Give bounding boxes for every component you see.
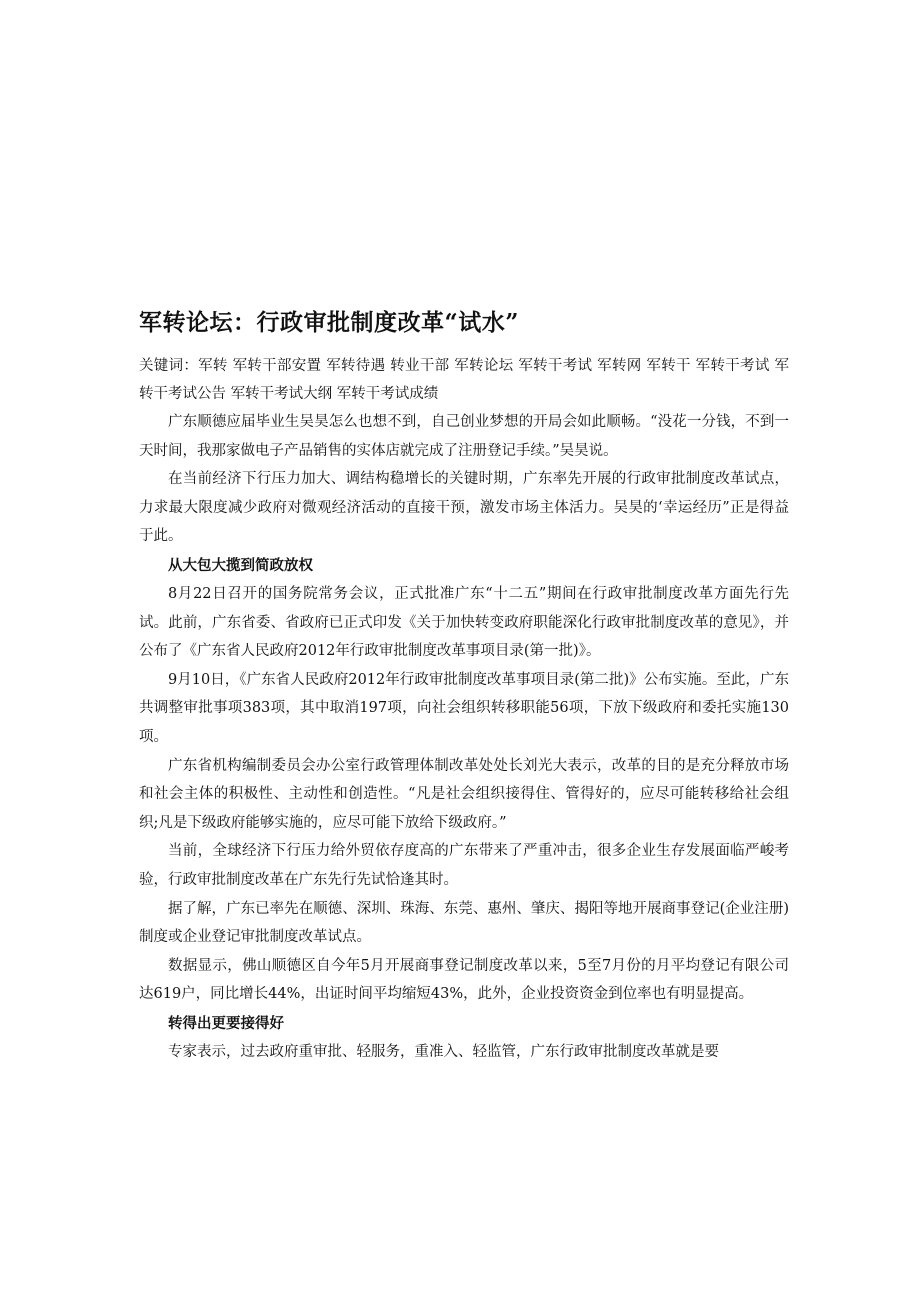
paragraph: 当前，全球经济下行压力给外贸依存度高的广东带来了严重冲击，很多企业生存发展面临严峻考验，行政审批制度改革在广东先行先试恰逢其时。 (139, 843, 789, 888)
document-page (139, 306, 789, 1066)
paragraph: 广东顺德应届毕业生吴昊怎么也想不到，自己创业梦想的开局会如此顺畅。“没花一分钱，不到一天时间，我那家做电子产品销售的实体店就完成了注册登记手续。”吴昊说。 (139, 414, 789, 459)
paragraph: 广东省机构编制委员会办公室行政管理体制改革处处长刘光大表示，改革的目的是充分释放市场和社会主体的积极性、主动性和创造性。“凡是社会组织接得住、管得好的，应尽可能转移给社会组织;凡是下级政府能够实施的，应尽可能下放给下级政府。” (139, 757, 789, 831)
paragraph: 专家表示，过去政府重审批、轻服务，重准入、轻监管，广东行政审批制度改革就是要 (168, 1043, 719, 1060)
keywords-line: 关键词：军转 军转干部安置 军转待遇 转业干部 军转论坛 军转干考试 军转网 军转干 军转干考试 军转干考试公告 军转干考试大纲 军转干考试成绩 (139, 358, 789, 402)
paragraph: 8月22日召开的国务院常务会议，正式批准广东“十二五”期间在行政审批制度改革方面先行先试。此前，广东省委、省政府已正式印发《关于加快转变政府职能深化行政审批制度改革的意见》，并公布了《广东省人民政府2012年行政审批制度改革事项目录(第一批)》。 (139, 585, 789, 660)
paragraph: 据了解，广东已率先在顺德、深圳、珠海、东莞、惠州、肇庆、揭阳等地开展商事登记(企业注册)制度或企业登记审批制度改革试点。 (139, 900, 789, 946)
paragraph: 在当前经济下行压力加大、调结构稳增长的关键时期，广东率先开展的行政审批制度改革试点，力求最大限度减少政府对微观经济活动的直接干预，激发市场主体活力。吴昊的‘幸运经历”正是得益于此。 (139, 471, 789, 545)
section-heading: 从大包大揽到简政放权 (168, 556, 313, 574)
paragraph: 9月10日，《广东省人民政府2012年行政审批制度改革事项目录(第二批)》公布实施。至此，广东共调整审批事项383项，其中取消197项，向社会组织转移职能56项，下放下级政府和委托实施130项。 (139, 671, 789, 745)
paragraph: 数据显示，佛山顺德区自今年5月开展商事登记制度改革以来，5至7月份的月平均登记有限公司达619户，同比增长44%，出证时间平均缩短43%，此外，企业投资资金到位率也有明显提高。 (139, 957, 789, 1003)
section-heading: 转得出更要接得好 (168, 1014, 284, 1032)
document-title: 军转论坛：行政审批制度改革“试水” (139, 309, 519, 336)
